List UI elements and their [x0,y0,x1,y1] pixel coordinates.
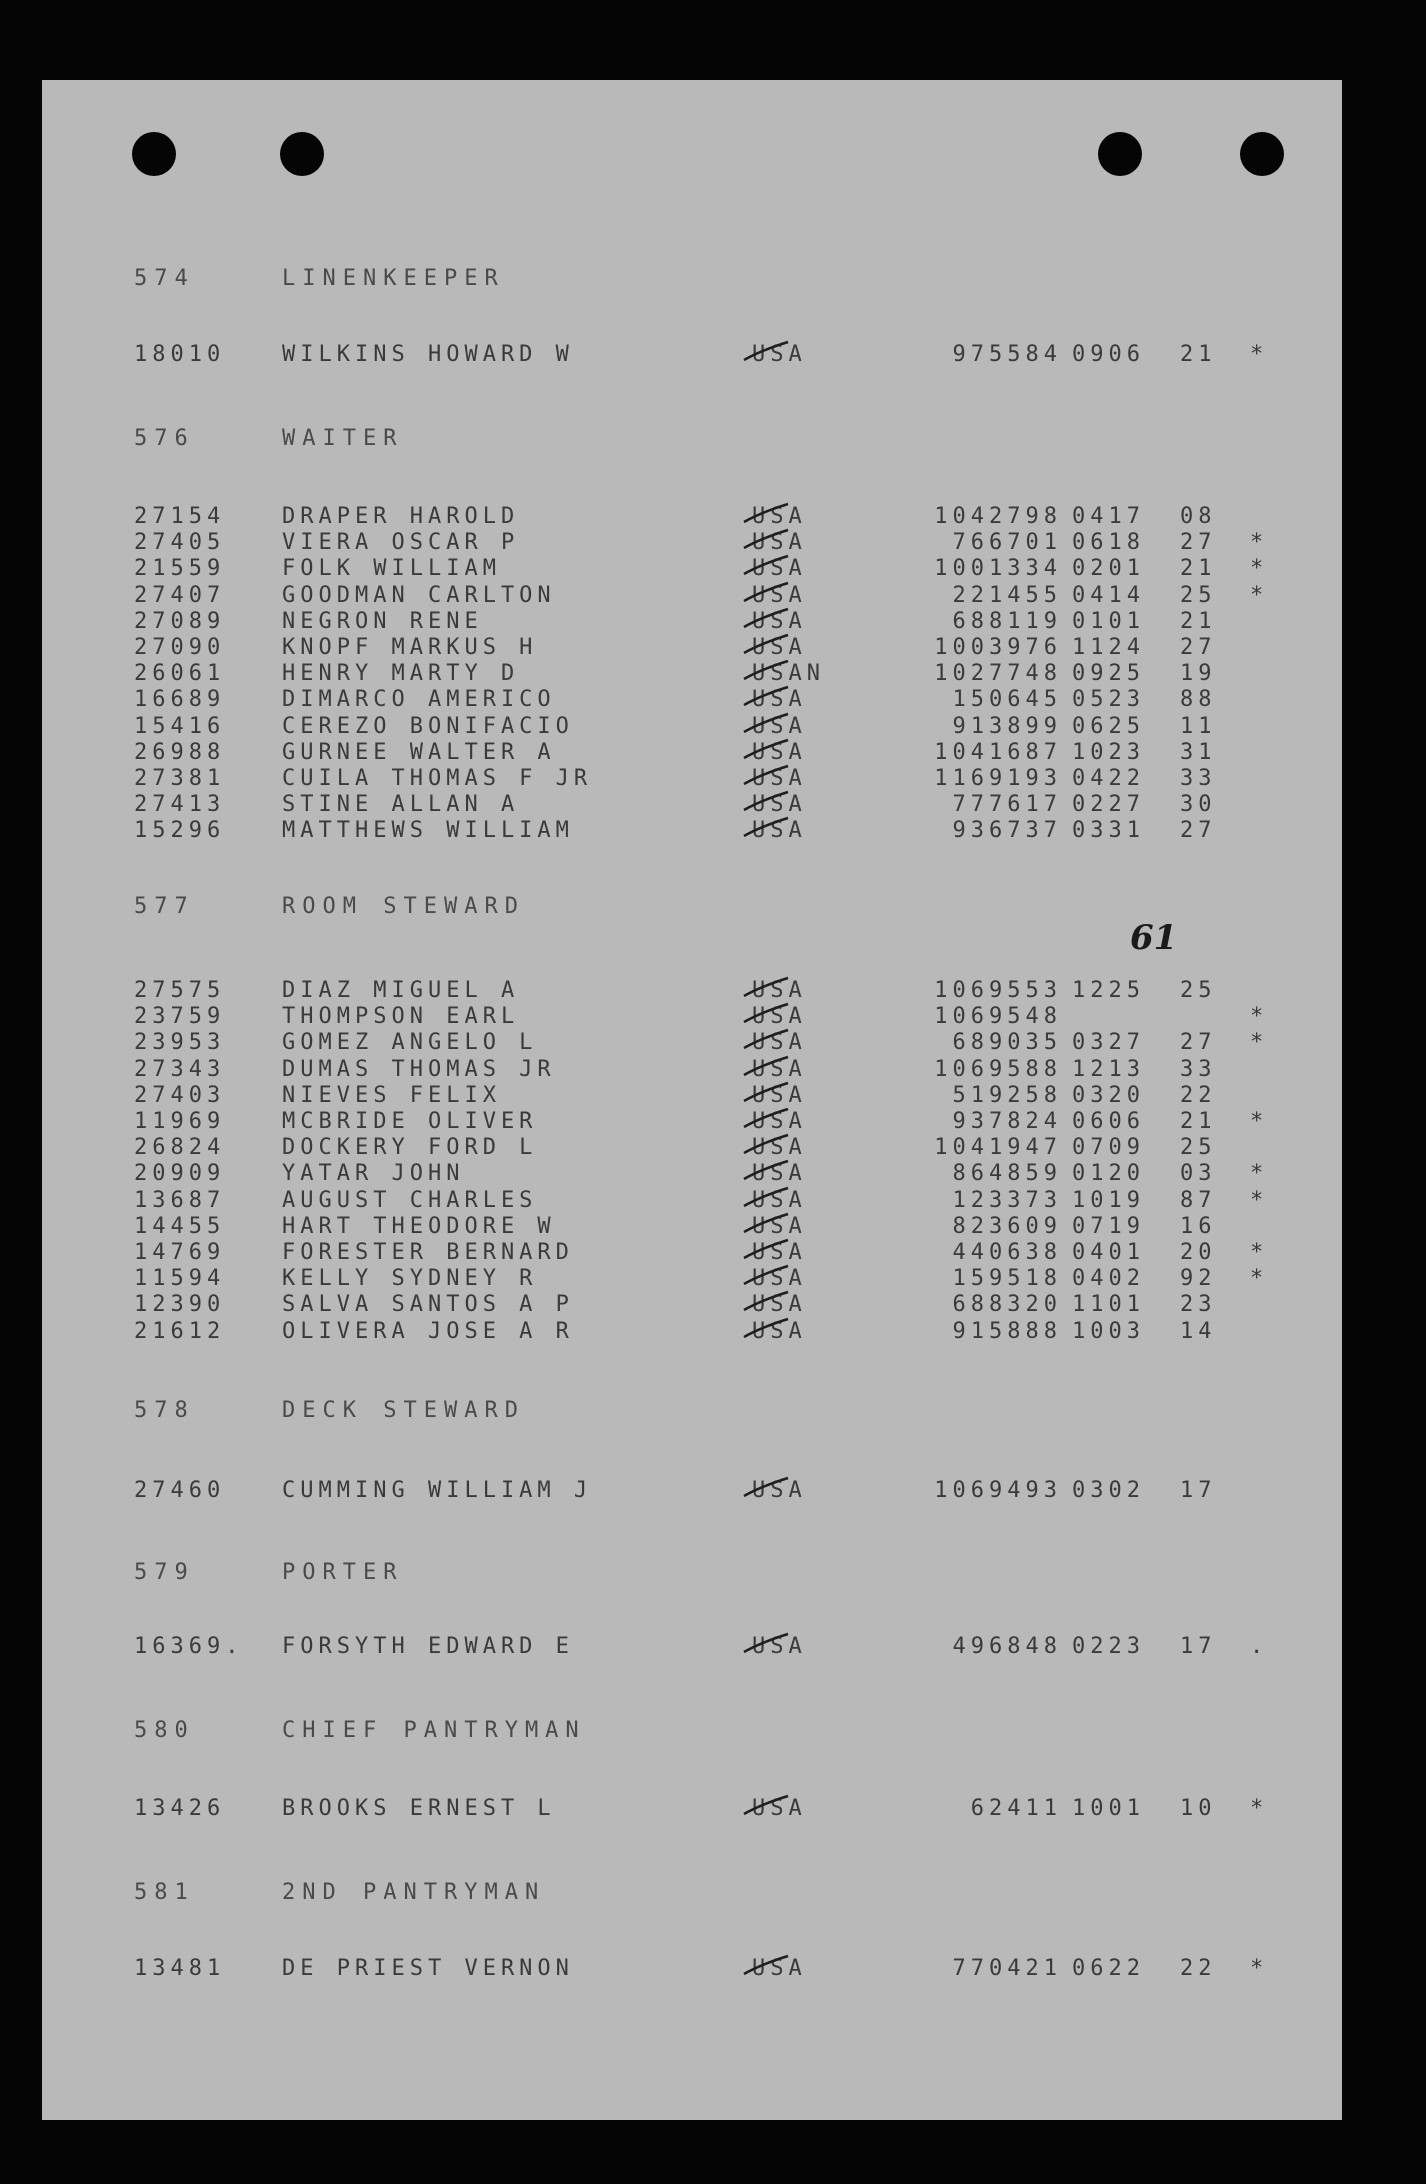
punch-hole-icon [132,132,176,176]
document-number: 766701 [952,530,1062,556]
crew-name: WILKINS HOWARD W [282,342,574,367]
crew-row [42,792,1342,818]
crew-row [42,1161,1342,1187]
date-code: 0606 [1072,1109,1145,1134]
crew-row [42,1634,1342,1660]
crew-id: 13481 [134,1956,226,1981]
document-number: 1069493 [934,1478,1062,1503]
crew-row [42,978,1342,1004]
crew-row [42,818,1342,844]
age: 92 [1180,1266,1217,1292]
section-title: ROOM STEWARD [282,894,525,919]
date-code: 0320 [1072,1082,1145,1108]
citizenship: USA [752,1109,807,1134]
citizenship: USA [752,1318,807,1344]
date-code: 0327 [1072,1030,1145,1056]
citizenship: USA [752,1634,807,1659]
age: 25 [1180,1135,1217,1161]
date-code: 0719 [1072,1213,1145,1239]
crew-id: 27089 [134,608,226,634]
crew-name: YATAR JOHN [282,1161,465,1187]
crew-row [42,504,1342,530]
date-code: 1003 [1072,1318,1145,1344]
section-code: 579 [134,1560,195,1585]
crew-name: STINE ALLAN A [282,792,520,818]
citizenship: USA [752,818,807,844]
date-code: 0331 [1072,818,1145,844]
date-code: 0223 [1072,1634,1145,1659]
date-code: 1019 [1072,1187,1145,1213]
asterisk-mark: * [1250,1109,1269,1134]
age: 08 [1180,504,1217,529]
crew-id: 27343 [134,1056,226,1082]
crew-name: NIEVES FELIX [282,1082,501,1108]
document-number: 496848 [952,1634,1062,1659]
document-number: 1069588 [934,1056,1062,1082]
citizenship: USA [752,504,807,529]
citizenship: USA [752,1004,807,1030]
asterisk-mark: * [1250,1161,1269,1187]
crew-id: 13687 [134,1187,226,1213]
citizenship: USA [752,530,807,556]
document-number: 915888 [952,1318,1062,1344]
date-code: 0101 [1072,608,1145,634]
crew-id: 27381 [134,766,226,791]
document-number: 1069553 [934,978,1062,1003]
crew-name: NEGRON RENE [282,608,483,634]
crew-id: 21559 [134,556,226,582]
crew-name: DE PRIEST VERNON [282,1956,574,1981]
crew-id: 27405 [134,530,226,556]
section-title: DECK STEWARD [282,1398,525,1423]
citizenship: USA [752,1796,807,1821]
date-code: 1213 [1072,1056,1145,1082]
age: 27 [1180,635,1217,660]
citizenship: USA [752,1082,807,1108]
crew-id: 14455 [134,1213,226,1239]
document-sheet [42,80,1342,2120]
punch-hole-icon [1240,132,1284,176]
document-number: 913899 [952,713,1062,739]
age: 27 [1180,1030,1217,1056]
crew-row [42,1796,1342,1822]
citizenship: USA [752,1187,807,1213]
citizenship: USA [752,1478,807,1503]
crew-row [42,1214,1342,1240]
age: 22 [1180,1082,1217,1108]
date-code: 0401 [1072,1240,1145,1265]
age: 22 [1180,1956,1217,1981]
date-code: 0201 [1072,556,1145,582]
crew-name: CUMMING WILLIAM J [282,1478,593,1503]
date-code: 1001 [1072,1796,1145,1821]
citizenship: USA [752,1292,807,1318]
age: 27 [1180,818,1217,844]
crew-row [42,609,1342,635]
document-number: 1027748 [934,661,1062,687]
punch-hole-icon [1098,132,1142,176]
citizenship: USA [752,1240,807,1265]
section-title: PORTER [282,1560,404,1585]
crew-row [42,1188,1342,1214]
crew-row [42,766,1342,792]
section-code: 578 [134,1398,195,1423]
handwritten-page-number: 61 [1130,918,1178,958]
crew-name: DRAPER HAROLD [282,504,520,529]
age: 14 [1180,1318,1217,1344]
date-code: 0906 [1072,342,1145,367]
crew-name: DOCKERY FORD L [282,1135,538,1161]
date-code: 0625 [1072,713,1145,739]
asterisk-mark: * [1250,1266,1269,1292]
document-number: 975584 [952,342,1062,367]
citizenship: USA [752,635,807,660]
age: 87 [1180,1187,1217,1213]
crew-id: 20909 [134,1161,226,1187]
crew-row [42,661,1342,687]
asterisk-mark: * [1250,1956,1269,1981]
section-code: 581 [134,1880,195,1905]
crew-name: AUGUST CHARLES [282,1187,538,1213]
crew-row [42,1956,1342,1982]
citizenship: USA [752,1161,807,1187]
asterisk-mark: * [1250,1796,1269,1821]
crew-row [42,1319,1342,1345]
crew-row [42,1266,1342,1292]
age: 21 [1180,556,1217,582]
document-number: 1001334 [934,556,1062,582]
document-number: 1069548 [934,1004,1062,1030]
document-number: 1003976 [934,635,1062,660]
crew-id: 15416 [134,713,226,739]
age: 16 [1180,1213,1217,1239]
date-code: 0925 [1072,661,1145,687]
section-code: 577 [134,894,195,919]
crew-name: KELLY SYDNEY R [282,1266,538,1292]
document-number: 123373 [952,1187,1062,1213]
citizenship: USA [752,687,807,713]
crew-row [42,740,1342,766]
date-code: 0302 [1072,1478,1145,1503]
age: 31 [1180,739,1217,765]
crew-row [42,1109,1342,1135]
asterisk-mark: * [1250,1004,1269,1030]
citizenship: USA [752,766,807,791]
crew-name: DUMAS THOMAS JR [282,1056,556,1082]
crew-name: HART THEODORE W [282,1213,556,1239]
crew-name: DIAZ MIGUEL A [282,978,520,1003]
crew-name: VIERA OSCAR P [282,530,520,556]
date-code: 0709 [1072,1135,1145,1161]
crew-id: 26061 [134,661,226,687]
citizenship: USA [752,582,807,608]
age: 20 [1180,1240,1217,1265]
citizenship: USA [752,1135,807,1161]
crew-id: 27403 [134,1082,226,1108]
crew-row [42,1004,1342,1030]
asterisk-mark: * [1250,1240,1269,1265]
section-code: 574 [134,266,195,291]
document-number: 1041687 [934,739,1062,765]
crew-row [42,635,1342,661]
age: 30 [1180,792,1217,818]
date-code: 0422 [1072,766,1145,791]
citizenship: USA [752,608,807,634]
crew-name: HENRY MARTY D [282,661,520,687]
age: 10 [1180,1796,1217,1821]
crew-id: 27154 [134,504,226,529]
document-number: 864859 [952,1161,1062,1187]
crew-row [42,583,1342,609]
crew-id: 16369. [134,1634,244,1659]
crew-row [42,1030,1342,1056]
date-code: 0618 [1072,530,1145,556]
crew-name: FORESTER BERNARD [282,1240,574,1265]
crew-id: 13426 [134,1796,226,1821]
crew-name: CUILA THOMAS F JR [282,766,593,791]
crew-name: FOLK WILLIAM [282,556,501,582]
asterisk-mark: * [1250,556,1269,582]
date-code: 1023 [1072,739,1145,765]
document-number: 1041947 [934,1135,1062,1161]
crew-id: 11969 [134,1109,226,1134]
section-code: 576 [134,426,195,451]
section-title: LINENKEEPER [282,266,505,291]
date-code: 0417 [1072,504,1145,529]
document-number: 777617 [952,792,1062,818]
document-number: 770421 [952,1956,1062,1981]
crew-id: 23759 [134,1004,226,1030]
age: 25 [1180,978,1217,1003]
crew-row [42,1240,1342,1266]
crew-id: 27575 [134,978,226,1003]
document-number: 688320 [952,1292,1062,1318]
age: 21 [1180,608,1217,634]
section-title: WAITER [282,426,404,451]
crew-id: 26988 [134,739,226,765]
age: 11 [1180,713,1217,739]
age: 27 [1180,530,1217,556]
crew-name: GOODMAN CARLTON [282,582,556,608]
crew-id: 27407 [134,582,226,608]
crew-row [42,1135,1342,1161]
crew-name: GURNEE WALTER A [282,739,556,765]
section-title: CHIEF PANTRYMAN [282,1718,586,1743]
crew-row [42,556,1342,582]
crew-id: 21612 [134,1318,226,1344]
citizenship: USA [752,1056,807,1082]
document-number: 440638 [952,1240,1062,1265]
age: 03 [1180,1161,1217,1187]
citizenship: USA [752,739,807,765]
crew-id: 23953 [134,1030,226,1056]
date-code: 1225 [1072,978,1145,1003]
date-code: 0227 [1072,792,1145,818]
document-number: 221455 [952,582,1062,608]
date-code: 0414 [1072,582,1145,608]
crew-row [42,1057,1342,1083]
crew-name: BROOKS ERNEST L [282,1796,556,1821]
crew-name: KNOPF MARKUS H [282,635,538,660]
age: 88 [1180,687,1217,713]
document-number: 150645 [952,687,1062,713]
document-number: 1042798 [934,504,1062,529]
crew-row [42,1083,1342,1109]
age: 21 [1180,342,1217,367]
document-number: 823609 [952,1213,1062,1239]
crew-name: CEREZO BONIFACIO [282,713,574,739]
date-code: 0622 [1072,1956,1145,1981]
crew-name: MATTHEWS WILLIAM [282,818,574,844]
document-number: 1169193 [934,766,1062,791]
age: 19 [1180,661,1217,687]
document-number: 689035 [952,1030,1062,1056]
document-number: 519258 [952,1082,1062,1108]
crew-id: 16689 [134,687,226,713]
crew-name: THOMPSON EARL [282,1004,520,1030]
crew-name: GOMEZ ANGELO L [282,1030,538,1056]
crew-id: 27090 [134,635,226,660]
citizenship: USA [752,556,807,582]
asterisk-mark: . [1250,1634,1269,1659]
crew-id: 27460 [134,1478,226,1503]
crew-id: 15296 [134,818,226,844]
citizenship: USA [752,1030,807,1056]
section-title: 2ND PANTRYMAN [282,1880,546,1905]
crew-id: 12390 [134,1292,226,1318]
crew-row [42,342,1342,368]
citizenship: USA [752,713,807,739]
citizenship: USA [752,1266,807,1292]
crew-row [42,530,1342,556]
asterisk-mark: * [1250,1187,1269,1213]
citizenship: USAN [752,661,825,687]
citizenship: USA [752,1956,807,1981]
crew-id: 11594 [134,1266,226,1292]
document-number: 688119 [952,608,1062,634]
age: 33 [1180,766,1217,791]
age: 17 [1180,1634,1217,1659]
punch-hole-icon [280,132,324,176]
crew-name: MCBRIDE OLIVER [282,1109,538,1134]
section-code: 580 [134,1718,195,1743]
crew-id: 14769 [134,1240,226,1265]
crew-id: 18010 [134,342,226,367]
age: 21 [1180,1109,1217,1134]
age: 23 [1180,1292,1217,1318]
document-number: 159518 [952,1266,1062,1292]
asterisk-mark: * [1250,342,1269,367]
citizenship: USA [752,342,807,367]
asterisk-mark: * [1250,582,1269,608]
date-code: 1101 [1072,1292,1145,1318]
date-code: 1124 [1072,635,1145,660]
document-number: 62411 [970,1796,1062,1821]
document-number: 937824 [952,1109,1062,1134]
age: 25 [1180,582,1217,608]
age: 33 [1180,1056,1217,1082]
crew-id: 27413 [134,792,226,818]
crew-row [42,714,1342,740]
date-code: 0120 [1072,1161,1145,1187]
crew-name: FORSYTH EDWARD E [282,1634,574,1659]
crew-id: 26824 [134,1135,226,1161]
citizenship: USA [752,978,807,1003]
crew-row [42,1292,1342,1318]
asterisk-mark: * [1250,1030,1269,1056]
date-code: 0402 [1072,1266,1145,1292]
crew-name: OLIVERA JOSE A R [282,1318,574,1344]
document-number: 936737 [952,818,1062,844]
citizenship: USA [752,1213,807,1239]
citizenship: USA [752,792,807,818]
asterisk-mark: * [1250,530,1269,556]
date-code: 0523 [1072,687,1145,713]
crew-name: DIMARCO AMERICO [282,687,556,713]
crew-row [42,1478,1342,1504]
crew-name: SALVA SANTOS A P [282,1292,574,1318]
crew-row [42,687,1342,713]
age: 17 [1180,1478,1217,1503]
